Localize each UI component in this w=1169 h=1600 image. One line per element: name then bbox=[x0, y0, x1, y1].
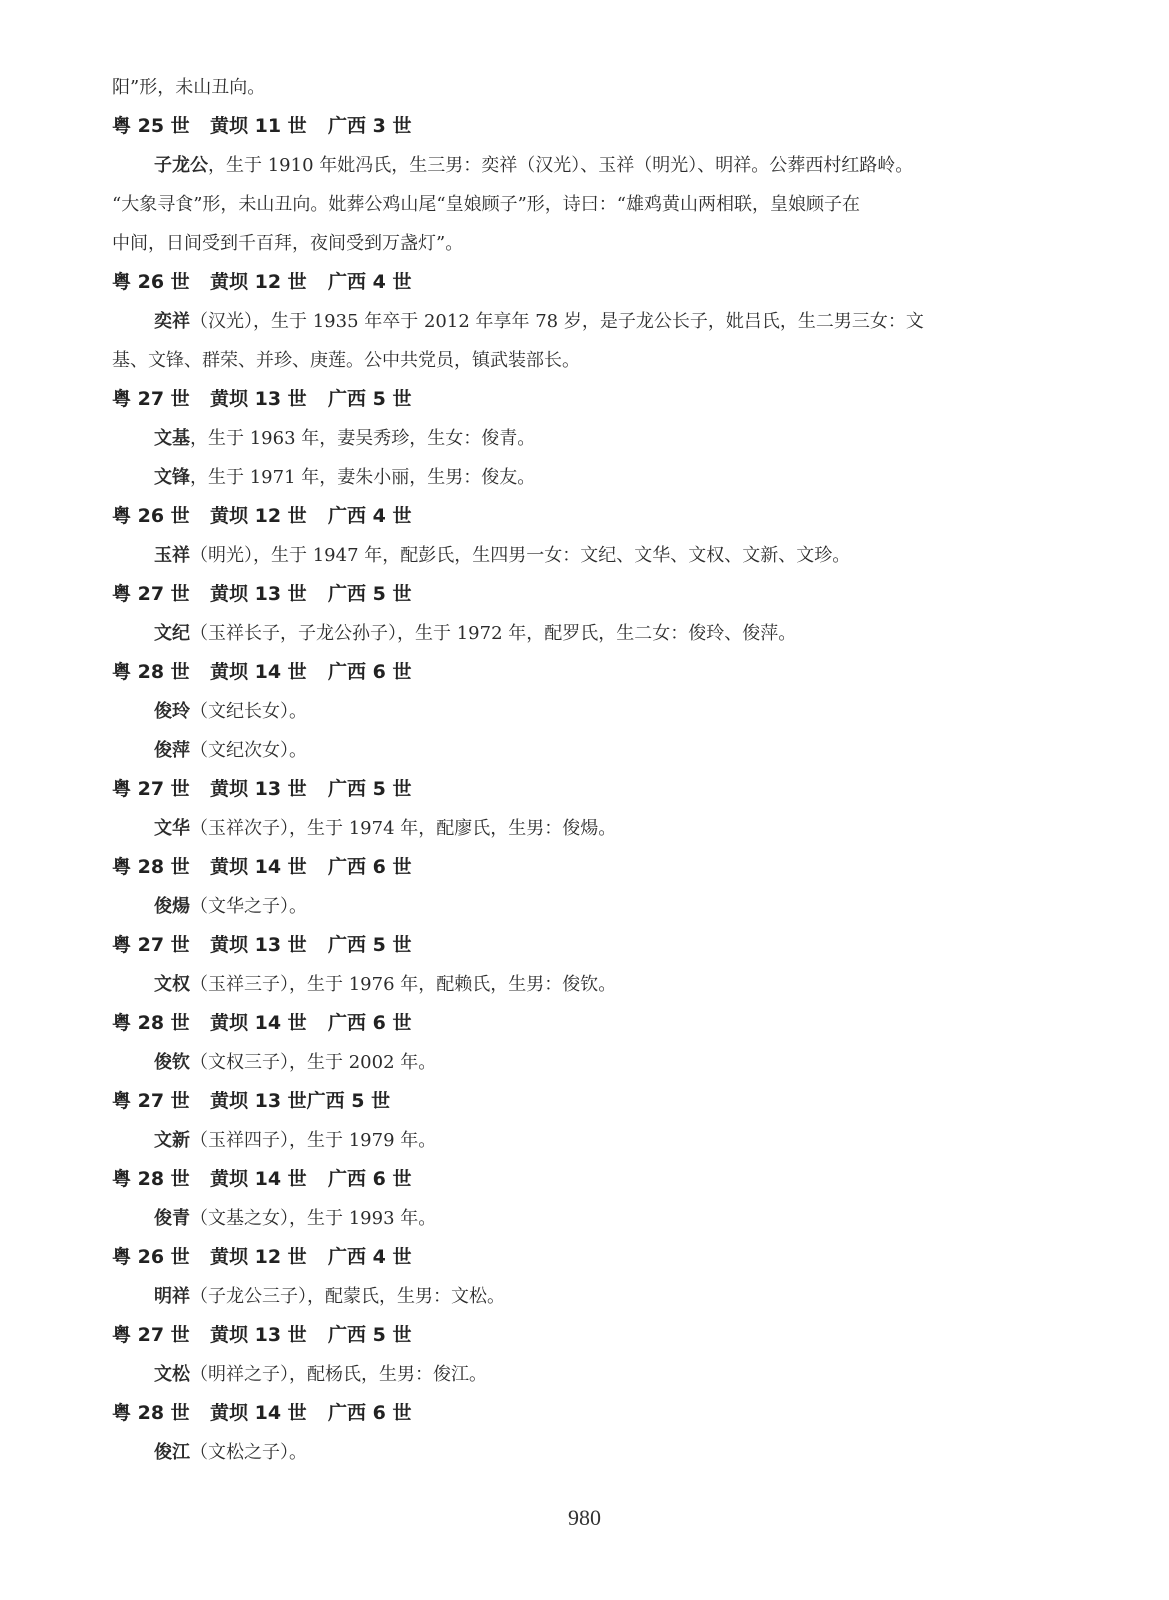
generation-yue: 粤 26 世 bbox=[112, 505, 190, 527]
generation-huangba: 黄坝 12 世 bbox=[210, 1246, 307, 1268]
entry-text-line bbox=[112, 146, 1059, 185]
entry-text: （文华之子）。 bbox=[190, 896, 307, 917]
entry-text-line bbox=[112, 1277, 1059, 1316]
generation-huangba: 黄坝 13 世 bbox=[210, 934, 307, 956]
generation-guangxi: 广西 4 世 bbox=[328, 505, 412, 527]
generation-huangba: 黄坝 13 世 bbox=[210, 1324, 307, 1346]
person-name: 文华 bbox=[154, 818, 190, 839]
generation-huangba: 黄坝 13 世 bbox=[210, 778, 307, 800]
entry-text-line bbox=[112, 341, 1059, 380]
generation-header bbox=[112, 1004, 1059, 1043]
person-name: 文权 bbox=[154, 974, 190, 995]
generation-huangba: 黄坝 14 世 bbox=[210, 1168, 307, 1190]
generation-header bbox=[112, 575, 1059, 614]
generation-header bbox=[112, 497, 1059, 536]
entry-text: （明光），生于 1947 年，配彭氏，生四男一女：文纪、文华、文权、文新、文珍。 bbox=[190, 545, 851, 566]
generation-yue: 粤 26 世 bbox=[112, 271, 190, 293]
generation-yue: 粤 27 世 bbox=[112, 388, 190, 410]
generation-huangba: 黄坝 13 世广西 5 世 bbox=[210, 1090, 391, 1112]
entry-text: （文基之女），生于 1993 年。 bbox=[190, 1208, 437, 1229]
entry-text: 中间，日间受到千百拜，夜间受到万盏灯”。 bbox=[112, 233, 464, 254]
entry-text: （子龙公三子），配蒙氏，生男：文松。 bbox=[190, 1286, 505, 1307]
generation-huangba: 黄坝 11 世 bbox=[210, 115, 307, 137]
person-name: 文纪 bbox=[154, 623, 190, 644]
entry-text-line bbox=[112, 887, 1059, 926]
entry-text-line bbox=[112, 224, 1059, 263]
entry-text: （文松之子）。 bbox=[190, 1442, 307, 1463]
entry-text: ，生于 1963 年，妻吴秀珍，生女：俊青。 bbox=[190, 428, 536, 449]
generation-header bbox=[112, 848, 1059, 887]
generation-yue: 粤 28 世 bbox=[112, 1012, 190, 1034]
generation-yue: 粤 28 世 bbox=[112, 1402, 190, 1424]
entry-text: （汉光），生于 1935 年卒于 2012 年享年 78 岁，是子龙公长子，妣吕氏，生二男三女：文 bbox=[190, 311, 924, 332]
generation-yue: 粤 25 世 bbox=[112, 115, 190, 137]
entry-text: （玉祥三子），生于 1976 年，配赖氏，生男：俊钦。 bbox=[190, 974, 617, 995]
person-name: 俊萍 bbox=[154, 740, 190, 761]
entry-text: （玉祥长子，子龙公孙子），生于 1972 年，配罗氏，生二女：俊玲、俊萍。 bbox=[190, 623, 797, 644]
person-name: 俊煬 bbox=[154, 896, 190, 917]
page-number: 980 bbox=[568, 1505, 601, 1530]
generation-header bbox=[112, 1082, 1059, 1121]
generation-yue: 粤 27 世 bbox=[112, 1090, 190, 1112]
entry-text: 阳”形，未山丑向。 bbox=[112, 77, 266, 98]
generation-yue: 粤 28 世 bbox=[112, 661, 190, 683]
entry-text: （文纪次女）。 bbox=[190, 740, 307, 761]
person-name: 文基 bbox=[154, 428, 190, 449]
entry-text-line bbox=[112, 458, 1059, 497]
entry-text: （明祥之子），配杨氏，生男：俊江。 bbox=[190, 1364, 487, 1385]
generation-guangxi: 广西 4 世 bbox=[328, 271, 412, 293]
generation-header bbox=[112, 1160, 1059, 1199]
generation-guangxi: 广西 6 世 bbox=[328, 1012, 412, 1034]
entry-text-line bbox=[112, 536, 1059, 575]
person-name: 文锋 bbox=[154, 467, 190, 488]
genealogy-entries bbox=[112, 68, 1059, 1472]
entry-text-line bbox=[112, 68, 1059, 107]
entry-text-line bbox=[112, 692, 1059, 731]
generation-yue: 粤 28 世 bbox=[112, 1168, 190, 1190]
entry-text-line bbox=[112, 614, 1059, 653]
person-name: 玉祥 bbox=[154, 545, 190, 566]
entry-text-line bbox=[112, 965, 1059, 1004]
entry-text-line bbox=[112, 1433, 1059, 1472]
entry-text-line bbox=[112, 809, 1059, 848]
generation-guangxi: 广西 5 世 bbox=[328, 1324, 412, 1346]
generation-guangxi: 广西 6 世 bbox=[328, 661, 412, 683]
generation-huangba: 黄坝 12 世 bbox=[210, 271, 307, 293]
generation-huangba: 黄坝 13 世 bbox=[210, 388, 307, 410]
generation-huangba: 黄坝 14 世 bbox=[210, 1402, 307, 1424]
entry-text: ，生于 1910 年妣冯氏，生三男：奕祥（汉光）、玉祥（明光）、明祥。公葬西村红路岭。 bbox=[208, 155, 914, 176]
generation-header bbox=[112, 926, 1059, 965]
generation-header bbox=[112, 1394, 1059, 1433]
generation-yue: 粤 28 世 bbox=[112, 856, 190, 878]
person-name: 文新 bbox=[154, 1130, 190, 1151]
generation-guangxi: 广西 6 世 bbox=[328, 1402, 412, 1424]
generation-header bbox=[112, 770, 1059, 809]
generation-header bbox=[112, 107, 1059, 146]
person-name: 俊钦 bbox=[154, 1052, 190, 1073]
entry-text-line bbox=[112, 1199, 1059, 1238]
person-name: 子龙公 bbox=[154, 155, 208, 176]
person-name: 明祥 bbox=[154, 1286, 190, 1307]
entry-text-line bbox=[112, 1121, 1059, 1160]
entry-text: （文权三子），生于 2002 年。 bbox=[190, 1052, 437, 1073]
entry-text: （玉祥四子），生于 1979 年。 bbox=[190, 1130, 437, 1151]
entry-text: （文纪长女）。 bbox=[190, 701, 307, 722]
entry-text-line bbox=[112, 731, 1059, 770]
generation-header bbox=[112, 1316, 1059, 1355]
generation-guangxi: 广西 6 世 bbox=[328, 1168, 412, 1190]
generation-guangxi: 广西 3 世 bbox=[328, 115, 412, 137]
entry-text: “大象寻食”形，未山丑向。妣葬公鸡山尾“皇娘顾子”形，诗曰：“雄鸡黄山两相联，皇娘顾子在 bbox=[112, 194, 861, 215]
generation-yue: 粤 27 世 bbox=[112, 1324, 190, 1346]
entry-text-line bbox=[112, 302, 1059, 341]
generation-header bbox=[112, 263, 1059, 302]
generation-huangba: 黄坝 14 世 bbox=[210, 661, 307, 683]
entry-text: （玉祥次子），生于 1974 年，配廖氏，生男：俊煬。 bbox=[190, 818, 617, 839]
person-name: 文松 bbox=[154, 1364, 190, 1385]
generation-header bbox=[112, 1238, 1059, 1277]
person-name: 俊江 bbox=[154, 1442, 190, 1463]
generation-guangxi: 广西 4 世 bbox=[328, 1246, 412, 1268]
generation-yue: 粤 27 世 bbox=[112, 778, 190, 800]
entry-text-line bbox=[112, 185, 1059, 224]
person-name: 俊青 bbox=[154, 1208, 190, 1229]
generation-guangxi: 广西 5 世 bbox=[328, 934, 412, 956]
entry-text-line bbox=[112, 419, 1059, 458]
generation-huangba: 黄坝 13 世 bbox=[210, 583, 307, 605]
generation-header bbox=[112, 653, 1059, 692]
person-name: 奕祥 bbox=[154, 311, 190, 332]
generation-huangba: 黄坝 14 世 bbox=[210, 1012, 307, 1034]
entry-text: ，生于 1971 年，妻朱小丽，生男：俊友。 bbox=[190, 467, 536, 488]
entry-text-line bbox=[112, 1355, 1059, 1394]
generation-header bbox=[112, 380, 1059, 419]
generation-guangxi: 广西 5 世 bbox=[328, 583, 412, 605]
person-name: 俊玲 bbox=[154, 701, 190, 722]
generation-huangba: 黄坝 12 世 bbox=[210, 505, 307, 527]
generation-huangba: 黄坝 14 世 bbox=[210, 856, 307, 878]
entry-text-line bbox=[112, 1043, 1059, 1082]
generation-guangxi: 广西 5 世 bbox=[328, 388, 412, 410]
generation-guangxi: 广西 6 世 bbox=[328, 856, 412, 878]
entry-text: 基、文锋、群荣、并珍、庚莲。公中共党员，镇武装部长。 bbox=[112, 350, 580, 371]
generation-yue: 粤 27 世 bbox=[112, 583, 190, 605]
generation-yue: 粤 26 世 bbox=[112, 1246, 190, 1268]
generation-yue: 粤 27 世 bbox=[112, 934, 190, 956]
generation-guangxi: 广西 5 世 bbox=[328, 778, 412, 800]
